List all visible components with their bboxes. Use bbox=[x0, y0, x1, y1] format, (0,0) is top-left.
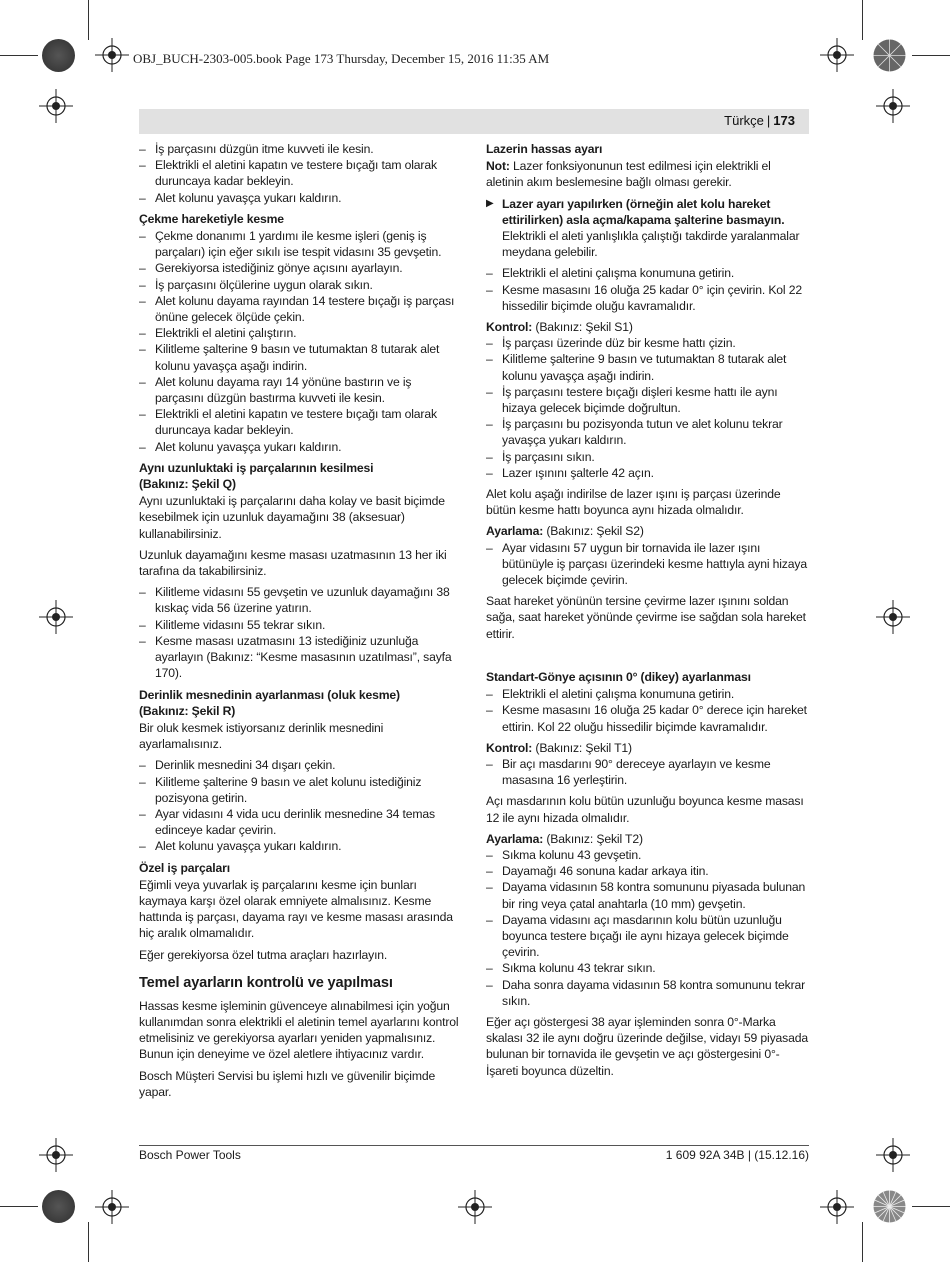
registration-mark-icon bbox=[876, 1138, 910, 1172]
list-item: – İş parçasını sıkın. bbox=[486, 449, 809, 465]
list-item: – Elektrikli el aletini kapatın ve testere bıçağı tam olarak duruncaya kadar bekleyin. bbox=[139, 406, 462, 438]
warning-text: Elektrikli el aleti yanlışlıkla çalıştığı takdirde yaralanmalar meydana gelebilir. bbox=[502, 229, 800, 260]
crop-mark bbox=[912, 55, 950, 56]
heading-line: Derinlik mesnedinin ayarlanması (oluk kesme) bbox=[139, 687, 400, 702]
list-item: – Alet kolunu yavaşça yukarı kaldırın. bbox=[139, 190, 462, 206]
paragraph: Eğer açı göstergesi 38 ayar işleminden sonra 0°-Marka skalası 32 ile aynı doğru üzerinde değilse, vidayı 59 piyasada bulunan bir tornavida ile gevşetin ve açı göstergesini 0°-İşareti boyunca düzeltin. bbox=[486, 1014, 809, 1078]
section-heading-standart: Standart-Gönye açısının 0° (dikey) ayarlanması bbox=[486, 669, 751, 684]
top-list bbox=[139, 141, 462, 206]
paragraph: Alet kolu aşağı indirilse de lazer ışını iş parçası üzerinde bütün kesme hattı boyunca aynı hizada olmalıdır. bbox=[486, 487, 781, 518]
section-heading-ayni bbox=[139, 460, 462, 492]
running-header bbox=[139, 109, 809, 134]
list-item: – İş parçasını düzgün itme kuvveti ile kesin. bbox=[139, 141, 462, 157]
ayarlama-ref: (Bakınız: Şekil S2) bbox=[543, 524, 644, 539]
list-item: – Kilitleme şalterine 9 basın ve tutumaktan 8 tutarak alet kolunu yavaşça aşağı indirin. bbox=[139, 341, 462, 373]
list-item: – Kilitleme şalterine 9 basın ve alet kolunu istediğiniz pozisyona getirin. bbox=[139, 774, 462, 806]
registration-mark-icon bbox=[458, 1190, 492, 1224]
crop-mark bbox=[88, 0, 89, 40]
list-item: – Kilitleme vidasını 55 tekrar sıkın. bbox=[139, 617, 462, 633]
list-item: – Sıkma kolunu 43 gevşetin. bbox=[486, 847, 809, 863]
registration-mark-icon bbox=[820, 1190, 854, 1224]
ayarlama-ref: (Bakınız: Şekil T2) bbox=[543, 831, 643, 846]
list-item: – İş parçasını testere bıçağı dişleri kesme hattı ile aynı hizaya gelecek biçimde doğrultun. bbox=[486, 384, 809, 416]
list-item: – Sıkma kolunu 43 tekrar sıkın. bbox=[486, 960, 809, 976]
derinlik-list bbox=[139, 757, 462, 854]
crop-mark bbox=[912, 1206, 950, 1207]
subheading-kontrol-s1 bbox=[486, 319, 809, 335]
registration-mark-icon bbox=[820, 38, 854, 72]
list-item: – İş parçasını bu pozisyonda tutun ve alet kolunu tekrar yavaşça yukarı kaldırın. bbox=[486, 416, 809, 448]
list-item: – Alet kolunu dayama rayından 14 testere bıçağı iş parçası önüne gelecek ölçüde çekin. bbox=[139, 293, 462, 325]
list-item: – Derinlik mesnedini 34 dışarı çekin. bbox=[139, 757, 462, 773]
crop-mark bbox=[862, 0, 863, 40]
header-page-number: 173 bbox=[773, 113, 795, 128]
kontrol-label: Kontrol: bbox=[486, 320, 533, 335]
registration-mark-icon bbox=[95, 1190, 129, 1224]
list-item: – Elektrikli el aletini çalışma konumuna getirin. bbox=[486, 686, 809, 702]
list-item: – Elektrikli el aletini çalıştırın. bbox=[139, 325, 462, 341]
list-item: – Ayar vidasını 57 uygun bir tornavida ile lazer ışını bütünüyle iş parçası üzerindeki kesme hattıyla ayni hizaya gelecek biçimde çevirin. bbox=[486, 540, 809, 589]
section-heading-derinlik bbox=[139, 687, 462, 719]
section-heading-ozel: Özel iş parçaları bbox=[139, 860, 230, 875]
standart-list bbox=[486, 686, 809, 735]
crop-mark bbox=[88, 1222, 89, 1262]
section-heading-lazer: Lazerin hassas ayarı bbox=[486, 142, 603, 156]
list-item: – Alet kolunu yavaşça yukarı kaldırın. bbox=[139, 439, 462, 455]
kontrol-label: Kontrol: bbox=[486, 740, 533, 755]
warning-bold-text: Lazer ayarı yapılırken (örneğin alet kolu hareket ettirilirken) asla açma/kapama şalterine basmayın. bbox=[502, 196, 785, 227]
registration-mark-icon bbox=[39, 1138, 73, 1172]
right-column bbox=[486, 141, 809, 1084]
list-item: – Daha sonra dayama vidasının 58 kontra somununu tekrar sıkın. bbox=[486, 977, 809, 1009]
subheading-kontrol-t1 bbox=[486, 740, 809, 756]
lazer-list bbox=[486, 265, 809, 314]
subheading-ayarlama-s2 bbox=[486, 523, 809, 539]
ayarlama-t2-list bbox=[486, 847, 809, 1009]
warning-item bbox=[486, 196, 809, 261]
kontrol-ref: (Bakınız: Şekil T1) bbox=[532, 740, 632, 755]
list-item: – Kesme masası uzatmasını 13 istediğiniz uzunluğa ayarlayın (Bakınız: “Kesme masasının uzatılması”, sayfa 170). bbox=[139, 633, 462, 682]
list-item: – Ayar vidasını 4 vida ucu derinlik mesnedine 34 temas edinceye kadar çevirin. bbox=[139, 806, 462, 838]
registration-mark-icon bbox=[95, 38, 129, 72]
header-separator: | bbox=[766, 113, 771, 128]
note-paragraph bbox=[486, 158, 809, 190]
list-item: – İş parçasını ölçülerine uygun olarak sıkın. bbox=[139, 277, 462, 293]
kontrol-t1-list bbox=[486, 756, 809, 788]
color-target-icon bbox=[42, 1190, 75, 1223]
list-item: – Elektrikli el aletini kapatın ve testere bıçağı tam olarak duruncaya kadar bekleyin. bbox=[139, 157, 462, 189]
paragraph: Bosch Müşteri Servisi bu işlemi hızlı ve güvenilir biçimde yapar. bbox=[139, 1068, 436, 1099]
heading-line: (Bakınız: Şekil R) bbox=[139, 703, 236, 718]
list-item: – Kilitleme vidasını 55 gevşetin ve uzunluk dayamağını 38 kıskaç vida 56 üzerine yatırın. bbox=[139, 584, 462, 616]
paragraph: Açı masdarının kolu bütün uzunluğu boyunca kesme masası 12 ile aynı hizada olmalıdır. bbox=[486, 794, 804, 825]
paragraph: Aynı uzunluktaki iş parçalarını daha kolay ve basit biçimde kesebilmek için uzunluk dayamağını 38 (aksesuar) kullanabilirsiniz. bbox=[139, 494, 445, 541]
list-item: – Lazer ışınını şalterle 42 açın. bbox=[486, 465, 809, 481]
footer-publisher: Bosch Power Tools bbox=[139, 1148, 241, 1162]
heading-line: (Bakınız: Şekil Q) bbox=[139, 477, 236, 492]
star-target-icon bbox=[873, 39, 906, 72]
list-item: – Bir açı masdarını 90° dereceye ayarlayın ve kesme masasına 16 yerleştirin. bbox=[486, 756, 809, 788]
list-item: – Dayama vidasını açı masdarının kolu bütün uzunluğu boyunca testere bıçağı ile aynı hizaya gelecek biçimde çevirin. bbox=[486, 912, 809, 961]
list-item: – Kilitleme şalterine 9 basın ve tutumaktan 8 tutarak alet kolunu yavaşça aşağı indirin. bbox=[486, 351, 809, 383]
header-page-label bbox=[724, 113, 795, 128]
color-target-icon bbox=[42, 39, 75, 72]
heading-line: Aynı uzunluktaki iş parçalarının kesilmesi bbox=[139, 460, 374, 475]
section-heading-cekme: Çekme hareketiyle kesme bbox=[139, 211, 284, 226]
list-item: – Kesme masasını 16 oluğa 25 kadar 0° derece için hareket ettirin. Kol 22 oluğu hissedilir biçimde kavramalıdır. bbox=[486, 702, 809, 734]
section-heading-temel: Temel ayarların kontrolü ve yapılması bbox=[139, 974, 393, 991]
paragraph: Eğer gerekiyorsa özel tutma araçları hazırlayın. bbox=[139, 947, 388, 962]
list-item: – Kesme masasını 16 oluğa 25 kadar 0° için çevirin. Kol 22 hissedilir biçimde oluğu kavramalıdır. bbox=[486, 282, 809, 314]
star-target-icon bbox=[873, 1190, 906, 1223]
ayarlama-label: Ayarlama: bbox=[486, 524, 544, 539]
list-item: – İş parçası üzerinde düz bir kesme hattı çizin. bbox=[486, 335, 809, 351]
list-item: – Dayamağı 46 sonuna kadar arkaya itin. bbox=[486, 863, 809, 879]
kontrol-s1-list bbox=[486, 335, 809, 481]
spacer bbox=[486, 647, 809, 665]
footer-doc-number: 1 609 92A 34B | (15.12.16) bbox=[665, 1148, 809, 1162]
note-text: Lazer fonksiyonunun test edilmesi için elektrikli el aletinin akım beslemesine bağlı olması gerekir. bbox=[486, 159, 771, 190]
list-item: – Alet kolunu yavaşça yukarı kaldırın. bbox=[139, 838, 462, 854]
ayni-list bbox=[139, 584, 462, 681]
paragraph: Saat hareket yönünün tersine çevirme lazer ışınını soldan sağa, saat hareket yönünde çevirme ise sağdan sola hareket ettirir. bbox=[486, 594, 806, 641]
paragraph: Uzunluk dayamağını kesme masası uzatmasının 13 her iki tarafına da takabilirsiniz. bbox=[139, 547, 447, 579]
kontrol-ref: (Bakınız: Şekil S1) bbox=[532, 320, 633, 335]
list-item: – Gerekiyorsa istediğiniz gönye açısını ayarlayın. bbox=[139, 260, 462, 276]
registration-mark-icon bbox=[876, 600, 910, 634]
registration-mark-icon bbox=[876, 89, 910, 123]
header-language: Türkçe bbox=[724, 113, 764, 128]
paragraph: Eğimli veya yuvarlak iş parçalarını kesme için bunları kaymaya karşı özel olarak emniyete almalısınız. Kesme hattında iş parçası, dayama rayı ve kesme masası arasında hiç aralık olmamalıdır. bbox=[139, 877, 453, 941]
crop-mark bbox=[0, 1206, 38, 1207]
registration-mark-icon bbox=[39, 89, 73, 123]
crop-mark bbox=[0, 55, 38, 56]
paragraph: Hassas kesme işleminin güvenceye alınabilmesi için yoğun kullanımdan sonra elektrikli el aletinin temel ayarlarını kontrol etmelisiniz ve gerekiyorsa ayarları yeniden yapmalısınız. Bunun için deneyime ve özel aletlere ihtiyacınız vardır. bbox=[139, 998, 459, 1062]
ayarlama-s2-list bbox=[486, 540, 809, 589]
subheading-ayarlama-t2 bbox=[486, 831, 809, 847]
registration-mark-icon bbox=[39, 600, 73, 634]
crop-mark bbox=[862, 1222, 863, 1262]
cekme-list bbox=[139, 228, 462, 455]
list-item: – Alet kolunu dayama rayı 14 yönüne bastırın ve iş parçasını düzgün bastırma kuvveti ile kesin. bbox=[139, 374, 462, 406]
left-column bbox=[139, 141, 462, 1105]
footer-rule bbox=[139, 1145, 809, 1146]
paragraph: Bir oluk kesmek istiyorsanız derinlik mesnedini ayarlamalısınız. bbox=[139, 720, 384, 752]
ayarlama-label: Ayarlama: bbox=[486, 831, 544, 846]
note-label: Not: bbox=[486, 159, 510, 174]
list-item: – Elektrikli el aletini çalışma konumuna getirin. bbox=[486, 265, 809, 281]
print-slug: OBJ_BUCH-2303-005.book Page 173 Thursday, December 15, 2016 11:35 AM bbox=[133, 51, 550, 66]
list-item: – Çekme donanımı 1 yardımı ile kesme işleri (geniş iş parçaları) için eğer sıkılı ise tespit vidasını 35 gevşetin. bbox=[139, 228, 462, 260]
list-item: – Dayama vidasının 58 kontra somununu piyasada bulunan bir ring veya çatal anahtarla (10 mm) gevşetin. bbox=[486, 879, 809, 911]
